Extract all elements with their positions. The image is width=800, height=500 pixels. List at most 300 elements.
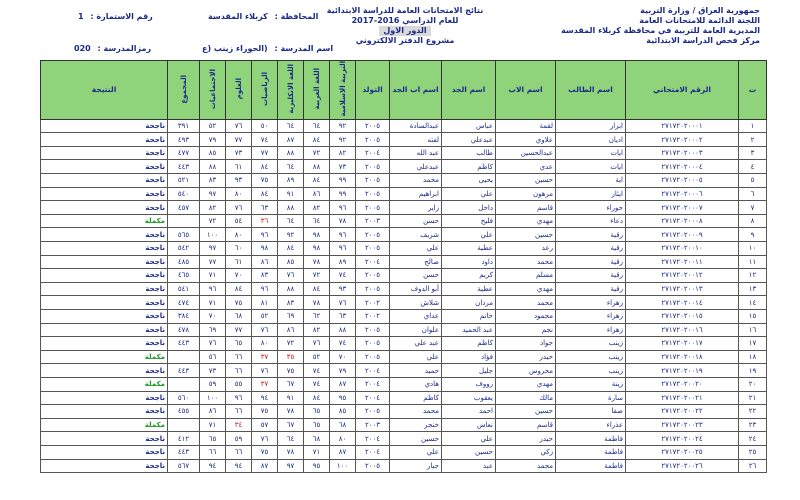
col-header-english xyxy=(278,61,304,120)
science-score-cell: ٥٤ xyxy=(226,214,252,228)
father-name-cell: نجم xyxy=(496,323,556,337)
english-score-cell: ٦٤ xyxy=(278,119,304,133)
arabic-score-cell: ٦٥ xyxy=(304,405,330,419)
islamic-score-cell: ١٠٠ xyxy=(330,459,356,473)
result-cell: ناجحة xyxy=(41,146,168,160)
student-name-cell: سارة xyxy=(556,391,626,405)
math-score-cell: ٨٧ xyxy=(252,459,278,473)
father-name-cell: جواد xyxy=(496,337,556,351)
arabic-score-cell: ٦٨ xyxy=(304,432,330,446)
total-score-cell: ٤٧٤ xyxy=(168,296,200,310)
col-header-student-name: اسم الطالب xyxy=(556,61,626,120)
arabic-score-cell: ٩٨ xyxy=(304,228,330,242)
row-index-cell: ٢٢ xyxy=(739,405,767,419)
table-row xyxy=(41,418,767,432)
great-grandfather-name-cell: عبد علي xyxy=(390,337,442,351)
total-score-cell: ٤٤٣ xyxy=(168,160,200,174)
grandfather-name-cell: كاظم xyxy=(442,337,496,351)
islamic-score-cell: ٦٣ xyxy=(330,309,356,323)
social-score-cell: ٥٢ xyxy=(200,119,226,133)
social-score-cell: ٧٠ xyxy=(200,309,226,323)
birth-year-cell: ٢٠٠٥ xyxy=(356,201,390,215)
student-name-cell: اية xyxy=(556,174,626,188)
result-cell: ناجحة xyxy=(41,119,168,133)
social-score-cell: ٧١ xyxy=(200,418,226,432)
table-row xyxy=(41,201,767,215)
exam-number-cell: ٢٧١٧٢٠٢٠٠١٢ xyxy=(626,269,739,283)
table-row xyxy=(41,445,767,459)
math-score-cell: ٨٤ xyxy=(252,160,278,174)
exam-number-cell: ٢٧١٧٢٠٢٠٠١٩ xyxy=(626,364,739,378)
student-name-cell: رقية xyxy=(556,282,626,296)
english-score-cell: ٦٧ xyxy=(278,418,304,432)
exam-number-cell: ٢٧١٧٢٠٢٠٠١٠ xyxy=(626,242,739,256)
student-name-cell: فاطمة xyxy=(556,432,626,446)
result-cell: ناجحة xyxy=(41,405,168,419)
arabic-score-cell: ٦٤ xyxy=(304,119,330,133)
arabic-score-cell: ٨٤ xyxy=(304,282,330,296)
social-score-cell: ٩٧ xyxy=(200,242,226,256)
islamic-score-cell: ٨٧ xyxy=(330,445,356,459)
islamic-score-cell: ٩٢ xyxy=(330,133,356,147)
english-score-cell: ٨٤ xyxy=(278,242,304,256)
result-cell: ناجحة xyxy=(41,364,168,378)
birth-year-cell: ٢٠٠٥ xyxy=(356,228,390,242)
great-grandfather-name-cell: حسن xyxy=(390,269,442,283)
english-score-cell: ٩١ xyxy=(278,187,304,201)
math-score-cell: ٨٠ xyxy=(252,337,278,351)
arabic-score-cell: ٦٤ xyxy=(304,214,330,228)
table-row xyxy=(41,160,767,174)
exam-number-cell: ٢٧١٧٢٠٢٠٠٢٥ xyxy=(626,445,739,459)
social-score-cell: ٨٥ xyxy=(200,146,226,160)
exam-number-cell: ٢٧١٧٢٠٢٠٠٠٨ xyxy=(626,214,739,228)
math-score-cell: ٨١ xyxy=(252,296,278,310)
col-header-index: ت xyxy=(739,61,767,120)
table-header-row xyxy=(41,61,767,120)
result-cell: ناجحة xyxy=(41,459,168,473)
table-row xyxy=(41,350,767,364)
english-score-cell: ٩٢ xyxy=(278,228,304,242)
islamic-score-cell: ٩٦ xyxy=(330,201,356,215)
table-row xyxy=(41,133,767,147)
col-header-arabic xyxy=(304,61,330,120)
great-grandfather-name-cell: علوان xyxy=(390,323,442,337)
birth-year-cell: ٢٠٠٥ xyxy=(356,323,390,337)
father-name-cell: محمد xyxy=(496,459,556,473)
science-score-cell: ٥٩ xyxy=(226,432,252,446)
total-score-cell: ٤٧٨ xyxy=(168,323,200,337)
english-score-cell: ٩١ xyxy=(278,391,304,405)
islamic-score-cell: ٩٣ xyxy=(330,282,356,296)
row-index-cell: ١٦ xyxy=(739,323,767,337)
result-cell: ناجحة xyxy=(41,445,168,459)
english-score-cell: ٨٥ xyxy=(278,255,304,269)
exam-number-cell: ٢٧١٧٢٠٢٠٠٠٥ xyxy=(626,174,739,188)
social-score-cell: ١٠٠ xyxy=(200,391,226,405)
exam-number-cell: ٢٧١٧٢٠٢٠٠٢٢ xyxy=(626,405,739,419)
birth-year-cell: ٢٠٠٥ xyxy=(356,119,390,133)
student-name-cell: زينب xyxy=(556,350,626,364)
english-score-cell: ٦٤ xyxy=(278,432,304,446)
social-score-cell: ٧١ xyxy=(200,269,226,283)
great-grandfather-name-cell: عبد الله xyxy=(390,146,442,160)
english-score-cell: ٣٥ xyxy=(278,350,304,364)
birth-year-cell: ٢٠٠٤ xyxy=(356,432,390,446)
total-score-cell: ٣٨٤ xyxy=(168,309,200,323)
great-grandfather-name-cell: عداي xyxy=(390,309,442,323)
grandfather-name-cell: حاتم xyxy=(442,309,496,323)
total-score-cell xyxy=(168,214,200,228)
row-index-cell: ٣ xyxy=(739,146,767,160)
result-cell: ناجحة xyxy=(41,255,168,269)
row-index-cell: ٢٥ xyxy=(739,445,767,459)
grandfather-name-cell: عباس xyxy=(442,119,496,133)
grandfather-name-cell: يعقوب xyxy=(442,391,496,405)
result-cell: ناجحة xyxy=(41,228,168,242)
math-score-cell: ٥٧ xyxy=(252,418,278,432)
total-score-cell: ٤٧٧ xyxy=(168,146,200,160)
science-score-cell: ٨٠ xyxy=(226,187,252,201)
table-row xyxy=(41,391,767,405)
math-score-cell: ٣٦ xyxy=(252,214,278,228)
exam-number-cell: ٢٧١٧٢٠٢٠٠٢٠ xyxy=(626,377,739,391)
father-name-cell: مهدي xyxy=(496,214,556,228)
result-cell: ناجحة xyxy=(41,242,168,256)
grandfather-name-cell: عبد xyxy=(442,459,496,473)
grandfather-name-cell: فليح xyxy=(442,214,496,228)
science-score-cell: ٩٤ xyxy=(226,459,252,473)
result-cell: ناجحة xyxy=(41,282,168,296)
school-name-value: (الحوراء زينب (ع xyxy=(202,44,268,53)
total-score-cell: ٥٤١ xyxy=(168,282,200,296)
result-cell: ناجحة xyxy=(41,269,168,283)
arabic-score-cell: ٨٤ xyxy=(304,391,330,405)
arabic-score-cell: ٨٢ xyxy=(304,323,330,337)
science-score-cell: ٨٠ xyxy=(226,228,252,242)
father-name-cell: حسين xyxy=(496,174,556,188)
science-score-cell: ٦٥ xyxy=(226,337,252,351)
exam-number-cell: ٢٧١٧٢٠٢٠٠١٤ xyxy=(626,296,739,310)
result-cell: ناجحة xyxy=(41,133,168,147)
table-row xyxy=(41,282,767,296)
col-header-math-text: الرياضيات xyxy=(260,71,269,106)
english-score-cell: ٨٣ xyxy=(278,296,304,310)
row-index-cell: ٩ xyxy=(739,228,767,242)
arabic-score-cell: ٧٢ xyxy=(304,269,330,283)
grandfather-name-cell: حسين xyxy=(442,445,496,459)
great-grandfather-name-cell: عبدالسادة xyxy=(390,119,442,133)
science-score-cell: ٣٤ xyxy=(226,418,252,432)
father-name-cell: حيدر xyxy=(496,350,556,364)
father-name-cell: عدي xyxy=(496,160,556,174)
great-grandfather-name-cell: علي xyxy=(390,242,442,256)
great-grandfather-name-cell: زاير xyxy=(390,201,442,215)
arabic-score-cell: ٧٢ xyxy=(304,146,330,160)
student-name-cell: رقية xyxy=(556,228,626,242)
great-grandfather-name-cell: محمد xyxy=(390,405,442,419)
islamic-score-cell: ٩٩ xyxy=(330,174,356,188)
english-score-cell: ٨٦ xyxy=(278,323,304,337)
exam-number-cell: ٢٧١٧٢٠٢٠٠١٣ xyxy=(626,282,739,296)
islamic-score-cell: ٧٠ xyxy=(330,350,356,364)
arabic-score-cell: ٨٤ xyxy=(304,174,330,188)
islamic-score-cell: ٩٩ xyxy=(330,187,356,201)
row-index-cell: ١٠ xyxy=(739,242,767,256)
table-row xyxy=(41,337,767,351)
islamic-score-cell: ٧٤ xyxy=(330,269,356,283)
table-body xyxy=(41,119,767,472)
total-score-cell: ٥٢١ xyxy=(168,174,200,188)
islamic-score-cell: ٧٨ xyxy=(330,214,356,228)
header-line-center: مركز فحص الدراسة الابتدائية xyxy=(646,36,760,45)
student-name-cell: اديان xyxy=(556,133,626,147)
social-score-cell: ٦٥ xyxy=(200,432,226,446)
total-score-cell: ٥٤٢ xyxy=(168,242,200,256)
student-name-cell: صفا xyxy=(556,405,626,419)
exam-number-cell: ٢٧١٧٢٠٢٠٠٠١ xyxy=(626,119,739,133)
science-score-cell: ٦٦ xyxy=(226,445,252,459)
english-score-cell: ٦٤ xyxy=(278,214,304,228)
great-grandfather-name-cell: محمد xyxy=(390,174,442,188)
grandfather-name-cell: كاظم xyxy=(442,160,496,174)
governorate-value: كربلاء المقدسة xyxy=(208,12,268,21)
math-score-cell: ٥٠ xyxy=(252,119,278,133)
science-score-cell: ٧٦ xyxy=(226,201,252,215)
science-score-cell: ٥٥ xyxy=(226,377,252,391)
math-score-cell: ٩٦ xyxy=(252,282,278,296)
math-score-cell: ٨٦ xyxy=(252,255,278,269)
great-grandfather-name-cell: علي xyxy=(390,350,442,364)
birth-year-cell: ٢٠٠٥ xyxy=(356,242,390,256)
col-header-science xyxy=(226,61,252,120)
exam-number-cell: ٢٧١٧٢٠٢٠٠١٧ xyxy=(626,337,739,351)
row-index-cell: ١٥ xyxy=(739,309,767,323)
results-table xyxy=(40,60,767,473)
student-name-cell: عذراء xyxy=(556,418,626,432)
science-score-cell: ٦٦ xyxy=(226,350,252,364)
islamic-score-cell: ٦٨ xyxy=(330,418,356,432)
arabic-score-cell: ٩٥ xyxy=(304,459,330,473)
science-score-cell: ٧٠ xyxy=(226,269,252,283)
exam-number-cell: ٢٧١٧٢٠٢٠٠١٥ xyxy=(626,309,739,323)
row-index-cell: ٢٤ xyxy=(739,432,767,446)
col-header-exam-number: الرقم الامتحاني xyxy=(626,61,739,120)
student-name-cell: رقية xyxy=(556,242,626,256)
student-name-cell: زينة xyxy=(556,377,626,391)
row-index-cell: ٢٠ xyxy=(739,377,767,391)
science-score-cell: ٧٥ xyxy=(226,296,252,310)
col-header-islamic-text: التربية الاسلامية xyxy=(338,61,347,117)
table-row xyxy=(41,255,767,269)
birth-year-cell: ٢٠٠٤ xyxy=(356,146,390,160)
total-score-cell: ٤٤٣ xyxy=(168,445,200,459)
exam-number-cell: ٢٧١٧٢٠٢٠٠٠٦ xyxy=(626,187,739,201)
grandfather-name-cell: عبدعلي xyxy=(442,133,496,147)
arabic-score-cell: ٥٢ xyxy=(304,350,330,364)
row-index-cell: ٥ xyxy=(739,174,767,188)
result-cell: ناجحة xyxy=(41,432,168,446)
math-score-cell: ٣٧ xyxy=(252,377,278,391)
math-score-cell: ٣٧ xyxy=(252,350,278,364)
father-name-cell: علاوي xyxy=(496,133,556,147)
header-line-ministry: جمهورية العراق / وزارة التربية xyxy=(640,6,760,15)
islamic-score-cell: ٧٩ xyxy=(330,364,356,378)
row-index-cell: ١ xyxy=(739,119,767,133)
col-header-science-text: العلوم xyxy=(234,78,243,100)
birth-year-cell: ٢٠٠٤ xyxy=(356,364,390,378)
total-score-cell: ٥٦٠ xyxy=(168,391,200,405)
birth-year-cell: ٢٠٠٣ xyxy=(356,418,390,432)
father-name-cell: محمود xyxy=(496,309,556,323)
great-grandfather-name-cell: خنجر xyxy=(390,418,442,432)
arabic-score-cell: ٦٥ xyxy=(304,418,330,432)
birth-year-cell: ٢٠٠٥ xyxy=(356,350,390,364)
grandfather-name-cell: عبد الحميد xyxy=(442,323,496,337)
exam-number-cell: ٢٧١٧٢٠٢٠٠٢٣ xyxy=(626,418,739,432)
birth-year-cell: ٢٠٠٥ xyxy=(356,174,390,188)
student-name-cell: ايثار xyxy=(556,187,626,201)
total-score-cell: ٤٤٣ xyxy=(168,337,200,351)
social-score-cell: ٧٣ xyxy=(200,364,226,378)
father-name-cell: رعد xyxy=(496,242,556,256)
exam-number-cell: ٢٧١٧٢٠٢٠٠١٦ xyxy=(626,323,739,337)
birth-year-cell: ٢٠٠٥ xyxy=(356,133,390,147)
grandfather-name-cell: يحيى xyxy=(442,174,496,188)
grandfather-name-cell: احمد xyxy=(442,405,496,419)
great-grandfather-name-cell: كاظم xyxy=(390,391,442,405)
arabic-score-cell: ٨٢ xyxy=(304,201,330,215)
row-index-cell: ١٨ xyxy=(739,350,767,364)
great-grandfather-name-cell: علي xyxy=(390,445,442,459)
row-index-cell: ٨ xyxy=(739,214,767,228)
row-index-cell: ١٢ xyxy=(739,269,767,283)
birth-year-cell: ٢٠٠٤ xyxy=(356,377,390,391)
science-score-cell: ٦٦ xyxy=(226,364,252,378)
total-score-cell xyxy=(168,350,200,364)
great-grandfather-name-cell: حسين xyxy=(390,432,442,446)
row-index-cell: ٦ xyxy=(739,187,767,201)
row-index-cell: ٤ xyxy=(739,160,767,174)
row-index-cell: ٧ xyxy=(739,201,767,215)
student-name-cell: زهراء xyxy=(556,296,626,310)
exam-number-cell: ٢٧١٧٢٠٢٠٠٠٢ xyxy=(626,133,739,147)
great-grandfather-name-cell: عبدعلي xyxy=(390,160,442,174)
social-score-cell: ٨٣ xyxy=(200,174,226,188)
total-score-cell: ٤٤٣ xyxy=(168,364,200,378)
student-name-cell: فاطمة xyxy=(556,445,626,459)
table-row xyxy=(41,214,767,228)
table-row xyxy=(41,364,767,378)
father-name-cell: مسلم xyxy=(496,269,556,283)
english-score-cell: ٧٨ xyxy=(278,405,304,419)
grandfather-name-cell: طالب xyxy=(442,146,496,160)
math-score-cell: ٧٧ xyxy=(252,146,278,160)
grandfather-name-cell: عطية xyxy=(442,282,496,296)
social-score-cell: ٨٨ xyxy=(200,160,226,174)
islamic-score-cell: ٨٩ xyxy=(330,255,356,269)
birth-year-cell: ٢٠٠٥ xyxy=(356,269,390,283)
arabic-score-cell: ٧١ xyxy=(304,445,330,459)
social-score-cell: ٩٤ xyxy=(200,459,226,473)
math-score-cell: ٧٥ xyxy=(252,405,278,419)
father-name-cell: عبدالحسين xyxy=(496,146,556,160)
result-cell: ناجحة xyxy=(41,201,168,215)
social-score-cell: ٦٩ xyxy=(200,323,226,337)
table-row xyxy=(41,269,767,283)
exam-number-cell: ٢٧١٧٢٠٢٠٠١١ xyxy=(626,255,739,269)
total-score-cell: ٤٥٥ xyxy=(168,405,200,419)
english-score-cell: ٧٨ xyxy=(278,445,304,459)
father-name-cell: مهدي xyxy=(496,282,556,296)
grandfather-name-cell: داود xyxy=(442,255,496,269)
father-name-cell: مالك xyxy=(496,391,556,405)
father-name-cell: حسين xyxy=(496,405,556,419)
form-number-value: 1 xyxy=(78,12,84,21)
col-header-father-name: اسم الاب xyxy=(496,61,556,120)
arabic-score-cell: ٨٨ xyxy=(304,160,330,174)
table-row xyxy=(41,459,767,473)
total-score-cell: ٥٤٠ xyxy=(168,187,200,201)
result-cell: ناجحة xyxy=(41,160,168,174)
table-row xyxy=(41,119,767,133)
table-row xyxy=(41,432,767,446)
birth-year-cell: ٢٠٠٥ xyxy=(356,459,390,473)
table-row xyxy=(41,242,767,256)
grandfather-name-cell: جليل xyxy=(442,364,496,378)
birth-year-cell: ٢٠٠٣ xyxy=(356,214,390,228)
birth-year-cell: ٢٠٠٥ xyxy=(356,187,390,201)
grandfather-name-cell: نعاس xyxy=(442,418,496,432)
islamic-score-cell: ٧٣ xyxy=(330,160,356,174)
islamic-score-cell: ٩٦ xyxy=(330,228,356,242)
science-score-cell: ٨٤ xyxy=(226,282,252,296)
science-score-cell: ٩٦ xyxy=(226,391,252,405)
table-row xyxy=(41,187,767,201)
birth-year-cell: ٢٠٠٥ xyxy=(356,337,390,351)
grandfather-name-cell: رووف xyxy=(442,377,496,391)
islamic-score-cell: ٨٧ xyxy=(330,377,356,391)
arabic-score-cell: ٩٨ xyxy=(304,242,330,256)
table-row xyxy=(41,323,767,337)
result-cell: مكملة xyxy=(41,214,168,228)
student-name-cell: رقية xyxy=(556,269,626,283)
exam-number-cell: ٢٧١٧٢٠٢٠٠٢١ xyxy=(626,391,739,405)
birth-year-cell: ٢٠٠٢ xyxy=(356,309,390,323)
student-name-cell: ابرار xyxy=(556,119,626,133)
result-cell: ناجحة xyxy=(41,187,168,201)
school-code-field xyxy=(74,44,151,53)
table-row xyxy=(41,146,767,160)
english-score-cell: ٦٩ xyxy=(278,309,304,323)
school-name-label: اسم المدرسة : xyxy=(274,44,334,53)
social-score-cell: ٦٦ xyxy=(200,445,226,459)
father-name-cell: حيدر xyxy=(496,432,556,446)
great-grandfather-name-cell: شريف xyxy=(390,228,442,242)
arabic-score-cell: ٦٢ xyxy=(304,309,330,323)
grandfather-name-cell: علي xyxy=(442,432,496,446)
science-score-cell: ٧٦ xyxy=(226,119,252,133)
great-grandfather-name-cell: جبار xyxy=(390,459,442,473)
grandfather-name-cell: كريم xyxy=(442,269,496,283)
row-index-cell: ١٩ xyxy=(739,364,767,378)
social-score-cell: ٥٦ xyxy=(200,350,226,364)
grandfather-name-cell: عطية xyxy=(442,242,496,256)
great-grandfather-name-cell: شلاش xyxy=(390,296,442,310)
english-score-cell: ٧٥ xyxy=(278,364,304,378)
english-score-cell: ٧٢ xyxy=(278,337,304,351)
exam-number-cell: ٢٧١٧٢٠٢٠٠٢٤ xyxy=(626,432,739,446)
